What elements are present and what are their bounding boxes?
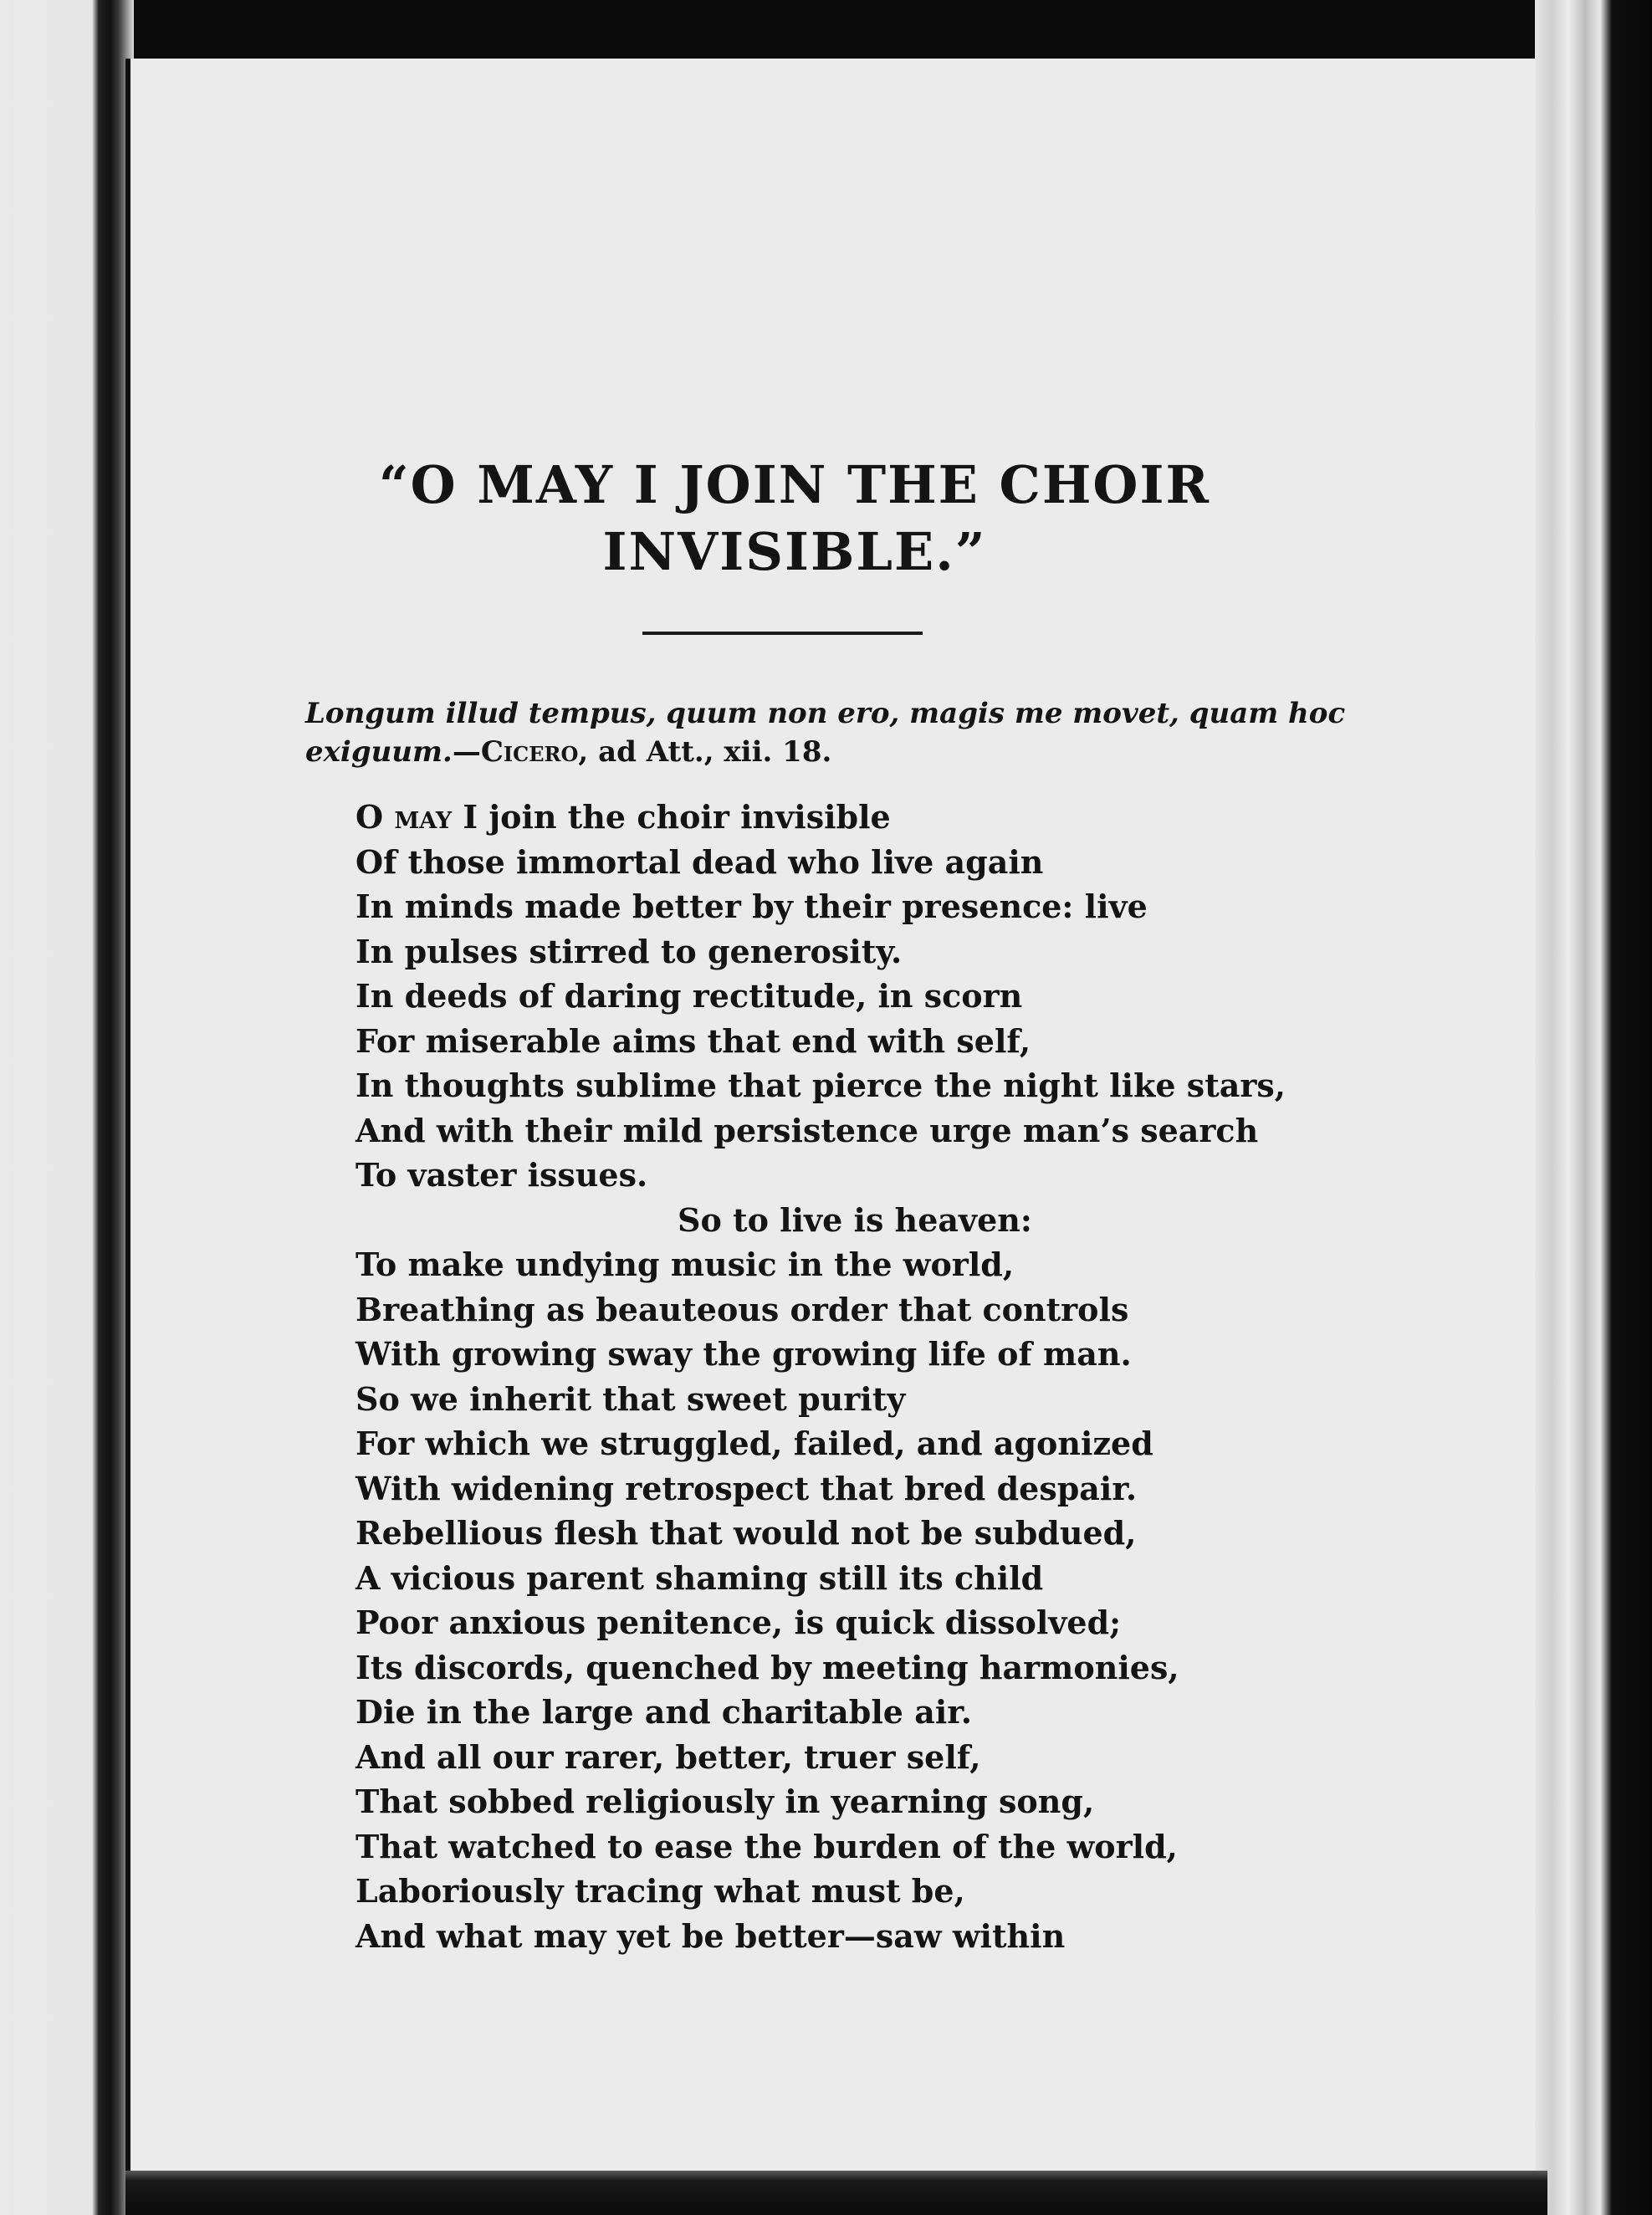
title-line-1: “O MAY I JOIN THE CHOIR <box>379 454 1210 515</box>
poem-line: So we inherit that sweet purity <box>355 1379 906 1418</box>
book-spine <box>0 0 134 2215</box>
epigraph-latin-line-1: Longum illud tempus, quum non ero, magis me movet, quam hoc <box>305 697 1346 730</box>
poem-line <box>355 795 1317 840</box>
poem-line: A vicious parent shaming still its child <box>355 1558 1044 1597</box>
poem-line: Die in the large and charitable air. <box>355 1693 973 1731</box>
epigraph <box>305 694 1346 771</box>
poem-line: That sobbed religiously in yearning song, <box>355 1783 1095 1820</box>
poem-line: For miserable aims that end with self, <box>355 1021 1031 1060</box>
poem-line: Of those immortal dead who live again <box>355 842 1044 881</box>
title-rule <box>642 632 923 635</box>
poem-initial: O <box>355 798 395 836</box>
poem-line: In deeds of daring rectitude, in scorn <box>355 977 1023 1015</box>
poem-line: To vaster issues. <box>355 1156 648 1194</box>
poem-line: In minds made better by their presence: live <box>355 888 1148 925</box>
poem-line: And all our rarer, better, truer self, <box>355 1737 981 1776</box>
poem-line: Rebellious flesh that would not be subdued, <box>355 1514 1137 1552</box>
poem-line: And what may yet be better—saw within <box>355 1916 1066 1955</box>
poem-first-line-rest: I join the choir invisible <box>452 798 891 836</box>
poem-line: Its discords, quenched by meeting harmonies, <box>355 1648 1179 1686</box>
poem-line: In pulses stirred to generosity. <box>355 932 903 970</box>
poem-line: That watched to ease the burden of the world, <box>355 1827 1178 1865</box>
poem-smallcaps-word: may <box>394 798 453 836</box>
epigraph-reference: , ad Att., xii. 18. <box>578 735 832 769</box>
epigraph-dash: — <box>452 735 481 769</box>
poem-line: For which we struggled, failed, and agonized <box>355 1425 1153 1462</box>
poem-body <box>355 795 1317 1958</box>
poem-title <box>251 452 1338 586</box>
title-line-2: INVISIBLE.” <box>602 521 987 582</box>
poem-line: And with their mild persistence urge man’s search <box>355 1111 1259 1149</box>
epigraph-author: Cicero <box>480 735 579 769</box>
poem-line: Breathing as beauteous order that controls <box>355 1290 1129 1328</box>
poem-line: With growing sway the growing life of man. <box>355 1335 1132 1373</box>
bottom-shadow <box>125 2171 1547 2215</box>
poem-line: In thoughts sublime that pierce the night like stars, <box>355 1067 1286 1104</box>
poem-indented-line: So to live is heaven: <box>678 1200 1032 1239</box>
page-edge <box>1535 0 1652 2215</box>
epigraph-latin-line-2: exiguum. <box>305 735 453 769</box>
poem-line: With widening retrospect that bred despair. <box>355 1469 1138 1507</box>
poem-line: Laboriously tracing what must be, <box>355 1872 965 1910</box>
poem-line: Poor anxious penitence, is quick dissolved; <box>355 1604 1122 1641</box>
poem-line: To make undying music in the world, <box>355 1246 1015 1283</box>
